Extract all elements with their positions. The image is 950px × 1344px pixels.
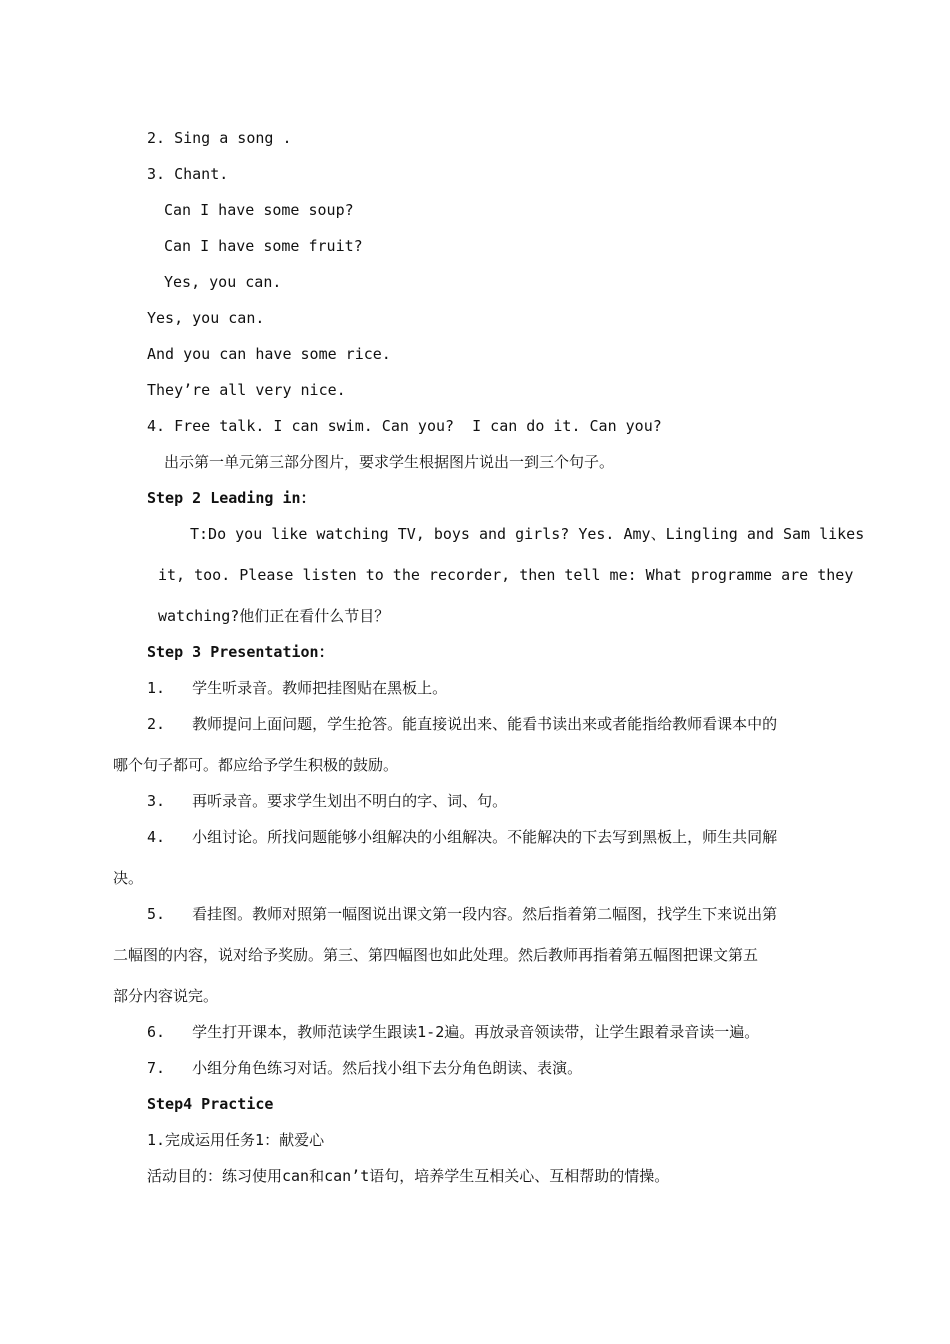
line-chant-2: Can I have some fruit? — [164, 237, 363, 255]
line-chant-4: Yes, you can. — [147, 309, 265, 327]
presentation-item-4: 4. 小组讨论。所找问题能够小组解决的小组解决。不能解决的下去写到黑板上，师生共同解 — [147, 828, 778, 846]
presentation-item-7: 7. 小组分角色练习对话。然后找小组下去分角色朗读、表演。 — [147, 1059, 583, 1077]
presentation-item-2-cont: 哪个句子都可。都应给予学生积极的鼓励。 — [113, 756, 399, 774]
presentation-item-2: 2. 教师提问上面问题，学生抢答。能直接说出来、能看书读出来或者能指给教师看课本中的 — [147, 715, 778, 733]
line-chant-1: Can I have some soup? — [164, 201, 354, 219]
line-sing-a-song: 2. Sing a song . — [147, 129, 292, 147]
paragraph-leading-line-1: T:Do you like watching TV, boys and girls? Yes. Amy、Lingling and Sam likes — [190, 525, 865, 543]
line-free-talk: 4. Free talk. I can swim. Can you? I can do it. Can you? — [147, 417, 662, 435]
presentation-item-5-cont-1: 二幅图的内容，说对给予奖励。第三、第四幅图也如此处理。然后教师再指着第五幅图把课文第五 — [113, 946, 759, 964]
line-chant-5: And you can have some rice. — [147, 345, 391, 363]
line-show-pictures: 出示第一单元第三部分图片，要求学生根据图片说出一到三个句子。 — [164, 453, 615, 471]
heading-step-2: Step 2 Leading in： — [147, 489, 316, 507]
line-chant: 3. Chant. — [147, 165, 229, 183]
presentation-item-4-cont: 决。 — [113, 869, 144, 887]
heading-step-3: Step 3 Presentation： — [147, 643, 334, 661]
practice-item-1: 1.完成运用任务1：献爱心 — [147, 1131, 325, 1149]
presentation-item-6: 6. 学生打开课本，教师范读学生跟读1-2遍。再放录音领读带，让学生跟着录音读一遍。 — [147, 1023, 760, 1041]
presentation-item-3: 3. 再听录音。要求学生划出不明白的字、词、句。 — [147, 792, 508, 810]
heading-step-4: Step4 Practice — [147, 1095, 274, 1113]
practice-purpose: 活动目的：练习使用can和can’t语句，培养学生互相关心、互相帮助的情操。 — [147, 1167, 670, 1185]
presentation-item-5-cont-2: 部分内容说完。 — [113, 987, 219, 1005]
presentation-item-1: 1. 学生听录音。教师把挂图贴在黑板上。 — [147, 679, 448, 697]
presentation-item-5: 5. 看挂图。教师对照第一幅图说出课文第一段内容。然后指着第二幅图，找学生下来说出第 — [147, 905, 778, 923]
paragraph-leading-line-3: watching?他们正在看什么节目？ — [158, 607, 390, 625]
line-chant-6: They’re all very nice. — [147, 381, 346, 399]
line-chant-3: Yes, you can. — [164, 273, 282, 291]
paragraph-leading-line-2: it, too. Please listen to the recorder, then tell me: What programme are they — [158, 566, 854, 584]
